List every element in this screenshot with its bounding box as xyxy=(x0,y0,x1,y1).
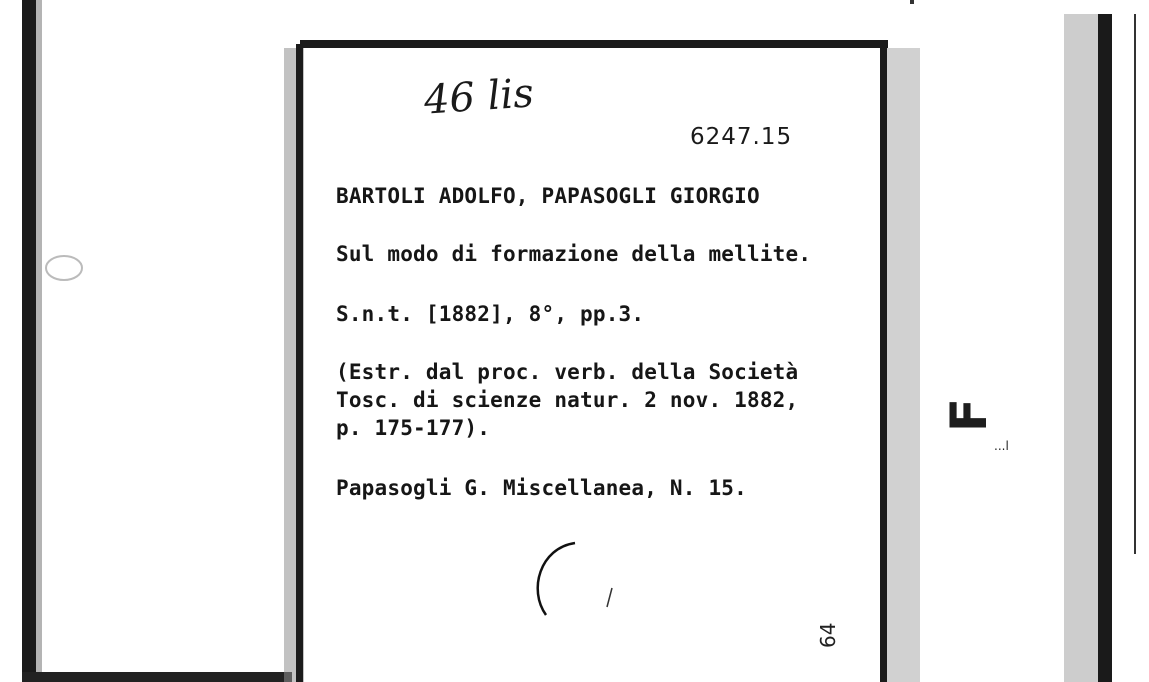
card-left-border xyxy=(296,44,303,682)
card-top-border xyxy=(300,40,888,48)
card-title: Sul modo di formazione della mellite. xyxy=(336,242,812,266)
punch-hole-arc xyxy=(538,543,575,615)
left-smudge xyxy=(46,256,82,280)
card-note-line: (Estr. dal proc. verb. della Società xyxy=(336,360,799,384)
right-thin-line xyxy=(1134,14,1136,554)
card-imprint: S.n.t. [1882], 8°, pp.3. xyxy=(336,302,645,326)
card-note-line: p. 175-177). xyxy=(336,416,491,440)
card-note-line: Tosc. di scienze natur. 2 nov. 1882, xyxy=(336,388,799,412)
card-collection: Papasogli G. Miscellanea, N. 15. xyxy=(336,476,747,500)
bottom-left-rim xyxy=(22,672,292,682)
rim-letter-mark: F xyxy=(940,397,999,433)
card-right-border xyxy=(880,44,887,682)
left-frame-bar xyxy=(22,0,36,682)
right-frame-bar xyxy=(1098,14,1112,682)
top-mark xyxy=(910,0,914,4)
handwritten-shelf-mark: 6247.15 xyxy=(690,124,793,150)
card-edge-number: 64 xyxy=(816,622,840,648)
rim-dots: ...l xyxy=(994,439,1009,453)
punch-hole-tick xyxy=(607,588,612,607)
left-frame-shadow xyxy=(36,0,42,682)
card-right-shadow xyxy=(884,48,920,682)
handwritten-call-number: 46 lis xyxy=(422,70,536,124)
right-speckle-strip xyxy=(1064,14,1098,682)
card-authors: BARTOLI ADOLFO, PAPASOGLI GIORGIO xyxy=(336,184,760,208)
